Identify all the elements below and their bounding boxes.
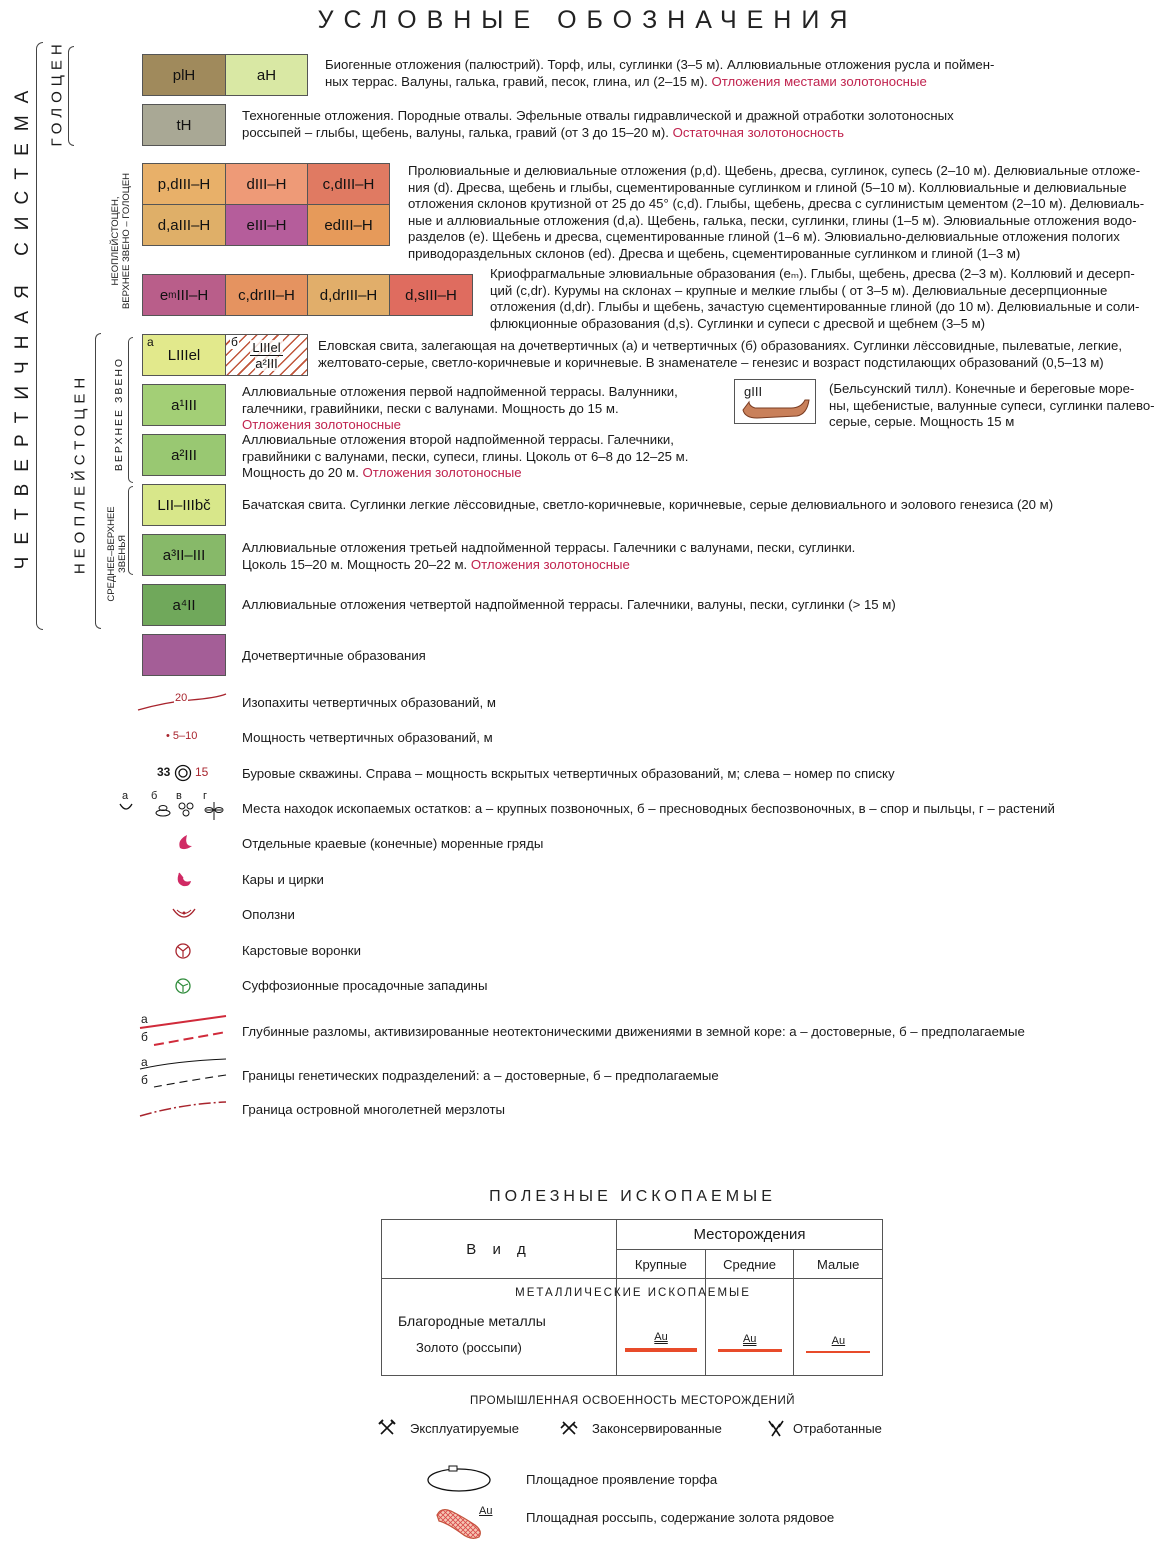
swatch-LII-IIIbc: LII–IIIbč xyxy=(142,484,226,526)
desc-fossils: Места находок ископаемых остатков: а – крупных позвоночных, б – пресноводных беспозвоночных, в – спор и пыльцы, г – растений xyxy=(242,801,1055,816)
desc-biogenic xyxy=(325,57,1065,90)
au-small-bar xyxy=(806,1351,870,1353)
swatch-dIII-H: dIII–H xyxy=(225,163,308,205)
label-neopleistocene: НЕОПЛЕЙСТОЦЕН xyxy=(71,372,89,575)
swatch-eIII-H: eIII–H xyxy=(225,204,308,246)
swatch-tH: tH xyxy=(142,104,226,146)
desc-technogenic-line2 xyxy=(242,125,1042,142)
au-large-symbol xyxy=(625,1331,697,1352)
desc-proluvial-line1: Пролювиальные и делювиальные отложения (p,d). Щебень, дресва, суглинок, супесь (2–10 м). Делювиальные отложе- xyxy=(408,163,1141,178)
swatch-LIIIel-a-letter: а xyxy=(147,335,154,349)
desc-elovskaya-line2: желтовато-серые, светло-коричневые и коричневые. В знаменателе – генезис и возраст подстилающих образований (0,5–13 м) xyxy=(318,354,1104,370)
au-small-symbol xyxy=(806,1335,870,1353)
desc-a3II-III-line1: Аллювиальные отложения третьей надпойменной террасы. Галечники с валунами, пески, суглинки. xyxy=(242,540,856,555)
desc-cryo-line1: Криофрагмальные элювиальные образования (eₘ). Глыбы, щебень, дресва (2–3 м). Коллювий и десерп- xyxy=(490,266,1135,281)
development-title: ПРОМЫШЛЕННАЯ ОСВОЕННОСТЬ МЕСТОРОЖДЕНИЙ xyxy=(470,1395,795,1407)
swatch-emIII-H xyxy=(142,274,226,316)
swatch-LIIIel-b-den: a²III xyxy=(255,355,278,371)
spore-pollen-icon xyxy=(179,803,193,816)
desc-cryo-line2: ций (c,dr). Курумы на склонах – крупные и мелкие глыбы ( от 3–5 м). Делювиальные десерпционные xyxy=(490,282,1108,298)
desc-bachatskaya: Бачатская свита. Суглинки легкие лёссовидные, светло-коричневые, коричневые, серые делювиального и эолового генезиса (20 м) xyxy=(242,497,1054,512)
desc-elovskaya-line1: Еловская свита, залегающая на дочетвертичных (а) и четвертичных (б) образованиях. Суглинки лёссовидные, пылеватые, легкие, xyxy=(318,338,1123,353)
permafrost-symbol xyxy=(136,1100,230,1120)
till-symbol xyxy=(734,379,816,424)
minerals-subgroup: Благородные металлы xyxy=(398,1313,546,1329)
status-depleted xyxy=(767,1418,882,1438)
desc-proluvial xyxy=(408,163,1168,262)
fossil-label-b: б xyxy=(151,790,158,802)
fossil-label-a: а xyxy=(122,790,129,802)
au-large-label: Au xyxy=(654,1331,668,1343)
desc-biogenic-gold: Отложения местами золотоносные xyxy=(711,73,927,89)
minerals-group-label: МЕТАЛЛИЧЕСКИЕ ИСКОПАЕМЫЕ xyxy=(515,1287,751,1299)
legend-title: УСЛОВНЫЕ ОБОЗНАЧЕНИЯ xyxy=(317,6,858,34)
fossil-symbols xyxy=(116,790,228,822)
col-large-label: Крупные xyxy=(634,1256,687,1272)
desc-a2III xyxy=(242,432,742,482)
swatch-emIII-H-rest: III–H xyxy=(176,286,209,304)
brace-holocene xyxy=(68,46,74,146)
desc-elovskaya xyxy=(318,338,1168,371)
invertebrate-fossil-icon xyxy=(156,806,170,817)
swatch-d-sIII-H: d,sIII–H xyxy=(389,274,473,316)
swatch-a2III: a²III xyxy=(142,434,226,476)
permafrost-line-icon xyxy=(136,1100,230,1120)
desc-cirques: Кары и цирки xyxy=(242,872,324,887)
exploited-label: Эксплуатируемые xyxy=(410,1420,519,1436)
karst-icon xyxy=(174,942,192,960)
desc-prequaternary: Дочетвертичные образования xyxy=(242,648,426,663)
peat-outline-icon xyxy=(425,1464,495,1494)
desc-placer: Площадная россыпь, содержание золота рядовое xyxy=(526,1510,835,1525)
swatch-c-drIII-H: c,drIII–H xyxy=(225,274,308,316)
well-thickness: 15 xyxy=(195,765,209,779)
fault-label-a: а xyxy=(141,1012,148,1026)
peat-symbol xyxy=(425,1464,495,1494)
boundary-label-a: а xyxy=(141,1055,148,1069)
brace-neopleistocene xyxy=(95,333,101,629)
placer-area-icon xyxy=(433,1505,503,1541)
isopach-value: 20 xyxy=(175,692,188,704)
fossil-icons xyxy=(116,790,228,822)
depleted-label: Отработанные xyxy=(793,1420,882,1436)
au-medium-bar xyxy=(718,1349,782,1352)
col-kind-label: В и д xyxy=(466,1240,532,1258)
swatch-emIII-H-sub: m xyxy=(168,289,177,301)
label-upper-holocene xyxy=(110,156,132,326)
col-medium-header xyxy=(705,1250,794,1279)
au-large-bar xyxy=(625,1348,697,1352)
depleted-icon xyxy=(767,1419,785,1437)
desc-biogenic-line2 xyxy=(325,74,1065,91)
vertebrate-fossil-icon xyxy=(120,804,132,809)
brace-quaternary xyxy=(36,42,43,630)
swatch-a4II: a⁴II xyxy=(142,584,226,626)
desc-a2III-line3 xyxy=(242,465,742,482)
swatch-a1III: a¹III xyxy=(142,384,226,426)
col-deposits-label: Месторождения xyxy=(693,1226,806,1243)
desc-boundaries: Границы генетических подразделений: а – достоверные, б – предполагаемые xyxy=(242,1068,719,1083)
exploited-icon xyxy=(378,1419,396,1437)
label-upper-link: ВЕРХНЕЕ ЗВЕНО xyxy=(113,356,125,472)
swatch-LIIIel-b-fraction xyxy=(250,340,282,371)
desc-biogenic-line2-text: ных террас. Валуны, галька, гравий, песок, глина, ил (2–15 м). xyxy=(325,73,708,89)
desc-wells: Буровые скважины. Справа – мощность вскрытых четвертичных образований, м; слева – номер по списку xyxy=(242,766,895,781)
swatch-LIIIel-b-letter: б xyxy=(231,335,238,349)
swatch-d-drIII-H: d,drIII–H xyxy=(307,274,390,316)
desc-till xyxy=(829,381,1169,431)
au-medium-symbol xyxy=(718,1333,782,1352)
swatch-LIIIel-b-num: LIIIel xyxy=(252,339,281,355)
desc-a2III-gold: Отложения золотоносные xyxy=(362,465,522,480)
fault-symbols xyxy=(136,1010,230,1050)
desc-a4II: Аллювиальные отложения четвертой надпойменной террасы. Галечники, валуны, пески, суглинки (> 15 м) xyxy=(242,597,896,612)
desc-a2III-line3-text: Мощность до 20 м. xyxy=(242,465,359,480)
desc-cryo-line4: флюкционные образования (d,s). Суглинки и супеси с дресвой и щебнем (3–5 м) xyxy=(490,315,986,331)
desc-a3II-III-line2 xyxy=(242,557,1042,574)
fossil-label-v: в xyxy=(176,790,182,802)
swatch-LIIIel-b xyxy=(225,334,308,376)
col-kind-header xyxy=(382,1220,617,1279)
desc-proluvial-line6: приводораздельных склонов (ed). Дресва и щебень, сцементированные суглинком и глиной (1–3 м) xyxy=(408,245,1021,261)
fault-label-b: б xyxy=(141,1030,148,1044)
desc-till-line1: (Бельсунский тилл). Конечные и береговые море- xyxy=(829,381,1135,396)
au-small-label: Au xyxy=(831,1335,846,1347)
isopach-symbol xyxy=(136,690,228,714)
desc-a3II-III xyxy=(242,540,1042,573)
desc-isopach: Изопахиты четвертичных образований, м xyxy=(242,695,496,710)
desc-till-line2: ны, щебенистые, валунные супеси, суглинки палево- xyxy=(829,397,1155,413)
col-deposits-header xyxy=(617,1220,883,1250)
minerals-title: ПОЛЕЗНЫЕ ИСКОПАЕМЫЕ xyxy=(489,1188,776,1205)
au-medium-label: Au xyxy=(742,1333,757,1345)
swatch-p-dIII-H: p,dIII–H xyxy=(142,163,226,205)
swatch-LIIIel-a-text: LIIIel xyxy=(167,346,201,364)
swatch-aH: aH xyxy=(225,54,308,96)
landslide-icon xyxy=(171,905,197,921)
desc-moraines: Отдельные краевые (конечные) моренные гряды xyxy=(242,836,544,851)
thickness-symbol xyxy=(166,730,226,746)
placer-symbol xyxy=(433,1505,503,1541)
desc-till-line3: серые, серые. Мощность 15 м xyxy=(829,414,1015,429)
desc-cryo xyxy=(490,266,1170,332)
desc-proluvial-line2: ния (d). Дресва, щебень и глыбы, сцементированные суглинком и глиной (5–10 м). Коллювиальные и делювиальные xyxy=(408,179,1127,195)
label-mid-upper-text: СРЕДНЕЕ–ВЕРХНЕЕ ЗВЕНЬЯ xyxy=(106,506,128,602)
thickness-value: 5–10 xyxy=(172,730,198,742)
desc-a2III-line1: Аллювиальные отложения второй надпойменной террасы. Галечники, xyxy=(242,432,674,447)
well-number: 33 xyxy=(157,765,171,779)
col-small-header xyxy=(794,1250,883,1279)
desc-biogenic-line1: Биогенные отложения (палюстрий). Торф, илы, суглинки (3–5 м). Аллювиальные отложения русла и поймен- xyxy=(325,57,995,72)
desc-technogenic-gold: Остаточная золотоносность xyxy=(672,124,844,140)
cell-large-au xyxy=(617,1279,706,1376)
col-small-label: Малые xyxy=(817,1256,860,1272)
thickness-dot-icon: • xyxy=(166,730,170,742)
cell-medium-au xyxy=(705,1279,794,1376)
swatch-a3II-III: a³II–III xyxy=(142,534,226,576)
desc-suffosion: Суффозионные просадочные западины xyxy=(242,978,488,993)
till-label: gIII xyxy=(744,384,763,399)
brace-mid-upper xyxy=(128,486,133,575)
desc-karst: Карстовые воронки xyxy=(242,943,361,958)
desc-proluvial-line5: разделов (e). Щебень и дресва, сцементированные глиной (1–6 м). Элювиально-делювиальные отложения пологих xyxy=(408,229,1120,244)
placer-au-label: Au xyxy=(479,1505,493,1517)
desc-a1III-gold: Отложения золотоносные xyxy=(242,417,402,432)
desc-technogenic xyxy=(242,108,1042,141)
desc-a3II-III-line2-text: Цоколь 15–20 м. Мощность 20–22 м. xyxy=(242,556,468,572)
desc-thickness: Мощность четвертичных образований, м xyxy=(242,730,493,745)
mothballed-label: Законсервированные xyxy=(592,1420,722,1436)
label-quaternary-system: ЧЕТВЕРТИЧНАЯ СИСТЕМА xyxy=(12,78,33,570)
boundary-lines-icon xyxy=(136,1055,230,1091)
cirque-icon xyxy=(173,869,193,889)
desc-faults: Глубинные разломы, активизированные неотектоническими движениями в земной коре: а – достоверные, б – предполагаемые xyxy=(242,1024,1025,1039)
desc-a1III-line2: галечники, гравийники, пески с валунами. Мощность до 15 м. xyxy=(242,400,619,416)
status-mothballed xyxy=(560,1418,722,1438)
desc-peat: Площадное проявление торфа xyxy=(526,1472,718,1487)
desc-proluvial-line3: отложения склонов крутизной от 25 до 45° (c,d). Глыбы, щебень, дресва с суглинистым цементом (2–10 м). Делювиаль- xyxy=(408,196,1145,211)
col-medium-label: Средние xyxy=(723,1256,776,1272)
swatch-c-dIII-H: c,dIII–H xyxy=(307,163,390,205)
boundary-symbols xyxy=(136,1055,230,1091)
desc-a1III xyxy=(242,384,722,434)
swatch-emIII-H-base: e xyxy=(159,286,169,304)
desc-proluvial-line4: ные и аллювиальные отложения (d,a). Щебень, галька, пески, суглинки, глины (1–5 м). Элювиальные отложения водо- xyxy=(408,212,1137,228)
label-mid-upper xyxy=(106,504,128,604)
desc-landslides: Оползни xyxy=(242,907,295,922)
label-holocene: ГОЛОЦЕН xyxy=(48,39,66,147)
minerals-item: Золото (россыпи) xyxy=(416,1340,522,1355)
moraine-ridge-icon xyxy=(174,832,194,852)
desc-a3II-III-gold: Отложения золотоносные xyxy=(470,556,630,572)
label-upper-holocene-text: НЕОПЛЕЙСТОЦЕН, ВЕРХНЕЕ ЗВЕНО – ГОЛОЦЕН xyxy=(110,172,132,310)
mothballed-icon xyxy=(560,1419,578,1437)
swatch-edIII-H: edIII–H xyxy=(307,204,390,246)
desc-technogenic-line2-text: россыпей – глыбы, щебень, валуны, галька, гравий (от 3 до 15–20 м). xyxy=(242,124,669,140)
col-large-header xyxy=(617,1250,706,1279)
desc-technogenic-line1: Техногенные отложения. Породные отвалы. Эфельные отвалы гидравлической и дражной отработки золотоносных xyxy=(242,108,954,123)
minerals-table xyxy=(381,1219,883,1376)
status-exploited xyxy=(378,1418,519,1438)
boundary-label-b: б xyxy=(141,1073,148,1087)
brace-upper-link xyxy=(128,337,133,483)
swatch-plH: plH xyxy=(142,54,226,96)
fossil-label-g: г xyxy=(203,790,208,802)
desc-cryo-line3: отложения (d,dr). Глыбы и щебень, зачастую сцементированные глиной (до 10 м). Делювиальные и соли- xyxy=(490,299,1140,314)
desc-a2III-line2: гравийники с валунами, пески, супеси, глины. Цоколь от 6–8 до 12–25 м. xyxy=(242,448,689,464)
plant-fossil-icon xyxy=(205,802,223,820)
swatch-prequaternary xyxy=(142,634,226,676)
well-circle-icon xyxy=(174,764,194,784)
well-symbol xyxy=(157,764,227,784)
fault-lines-icon xyxy=(136,1010,230,1050)
suffosion-icon xyxy=(174,977,192,995)
swatch-LIIIel-a xyxy=(142,334,226,376)
swatch-d-aIII-H: d,aIII–H xyxy=(142,204,226,246)
desc-a1III-line1: Аллювиальные отложения первой надпойменной террасы. Валунники, xyxy=(242,384,678,399)
desc-permafrost: Граница островной многолетней мерзлоты xyxy=(242,1102,505,1117)
cell-small-au xyxy=(794,1279,883,1376)
